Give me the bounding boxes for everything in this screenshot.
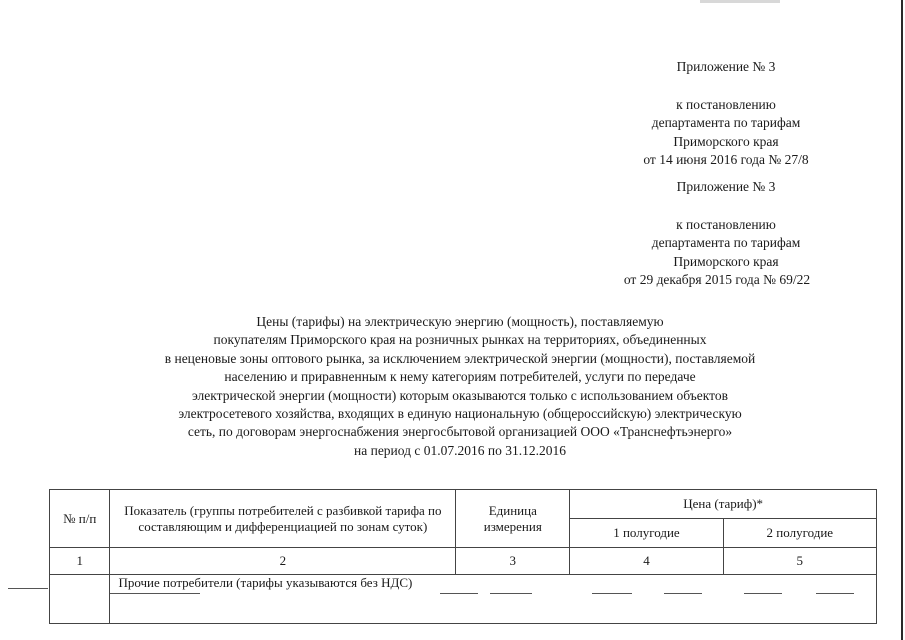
title-line: электрической энергии (мощности) которым оказываются только с использованием объектов [191,387,729,403]
column-index-row [50,548,877,575]
title-line: сеть, по договорам энергоснабжения энергосбытовой организацией ООО «Транснефтьэнерго» [187,424,733,440]
title-line: покупателям Приморского края на розничных рынках на территориях, объединенных [213,332,707,348]
header-indicator: Показатель (группы потребителей с разбивкой тарифа по составляющим и дифференциацией по зонам суток) [110,490,456,548]
scan-artifact-line [744,593,782,594]
title-line: населению и приравненным к нему категориям потребителей, услуги по передаче [224,369,696,385]
column-index: 5 [723,548,876,575]
row-indicator-text: Прочие потребители (тарифы указываются без НДС) [118,575,413,590]
title-line: в неценовые зоны оптового рынка, за исключением электрической энергии (мощности), поставляемой [164,350,756,366]
tariff-table [49,489,877,624]
appendix-header-1 [596,58,856,170]
scan-mark [700,0,780,3]
scan-artifact-line [490,593,532,594]
appendix-line: департамента по тарифам [651,115,801,130]
row-num [50,575,110,624]
appendix-line: Приморского края [673,253,779,269]
appendix-line: к постановлению [676,216,776,232]
header-half1: 1 полугодие [570,519,723,548]
scan-artifact-line [440,593,478,594]
scan-edge-line [901,0,903,640]
column-index: 3 [456,548,570,575]
scan-artifact-line [592,593,632,594]
appendix-number: Приложение № 3 [676,59,776,74]
scan-artifact-line [8,588,48,589]
document-title [100,313,820,460]
column-index: 4 [570,548,723,575]
header-half2: 2 полугодие [723,519,876,548]
appendix-line: к постановлению [676,96,776,112]
table-row [50,575,877,624]
appendix-date: от 29 декабря 2015 года № 69/22 [623,272,811,287]
title-line: электросетевого хозяйства, входящих в единую национальную (общероссийскую) электрическую [178,406,742,422]
row-indicator [110,575,877,624]
appendix-date: от 14 июня 2016 года № 27/8 [643,152,809,167]
header-price: Цена (тариф)* [570,490,877,519]
scan-artifact-line [664,593,702,594]
header-num: № п/п [50,490,110,548]
header-unit: Единица измерения [456,490,570,548]
appendix-line: Приморского края [673,133,779,149]
column-index: 2 [110,548,456,575]
appendix-header-2 [596,178,856,290]
scan-artifact-line [110,593,200,594]
appendix-line: департамента по тарифам [651,235,801,250]
scan-artifact-line [816,593,854,594]
title-line: на период с 01.07.2016 по 31.12.2016 [354,442,566,458]
title-line: Цены (тарифы) на электрическую энергию (мощность), поставляемую [256,314,664,329]
column-index: 1 [50,548,110,575]
appendix-number: Приложение № 3 [676,179,776,194]
